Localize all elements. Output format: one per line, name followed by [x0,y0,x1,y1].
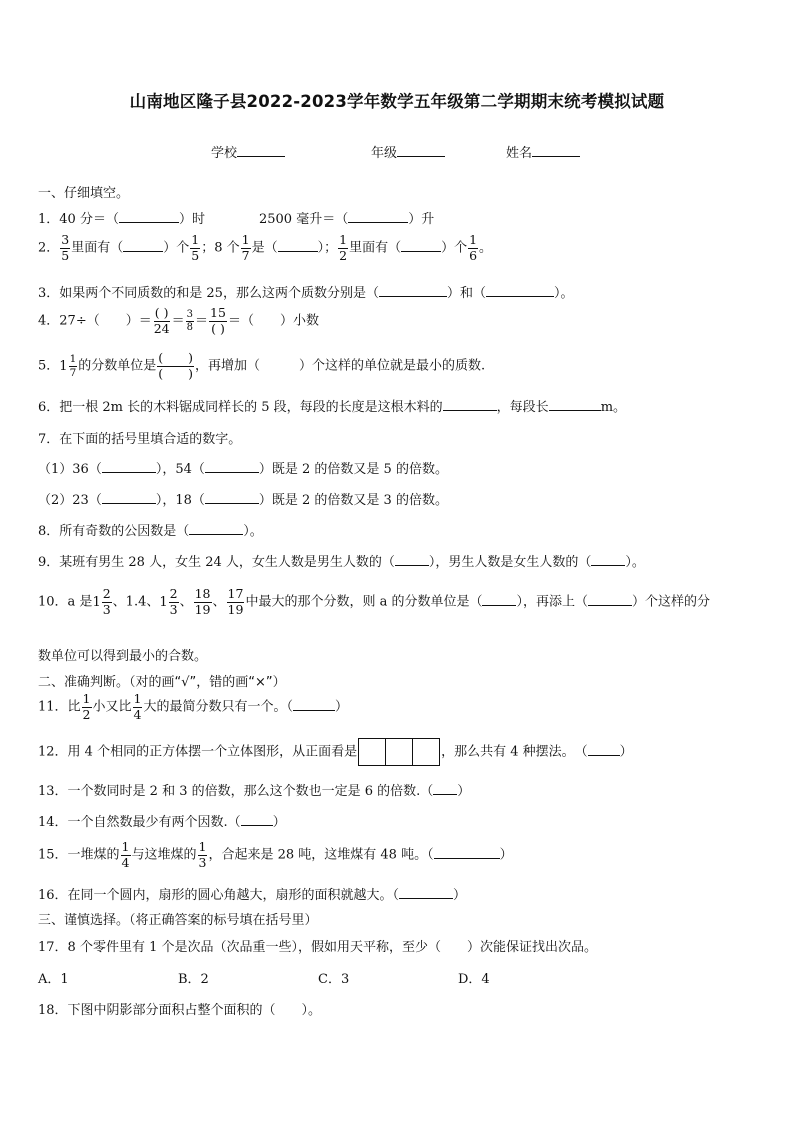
answer-blank[interactable] [102,491,156,504]
grade-blank[interactable] [397,144,445,157]
answer-blank[interactable] [401,239,441,252]
question-12: 12．用 4 个相同的正方体摆一个立体图形，从正面看是 ，那么共有 4 种摆法。 （ ） [38,738,633,766]
answer-blank[interactable] [588,743,620,756]
answer-fraction[interactable]: ( ) ( ) [158,350,194,381]
question-7: 7．在下面的括号里填合适的数字。 [38,432,242,447]
answer-blank[interactable] [293,698,335,711]
fraction: $\frac{1}{3}$ [198,839,207,870]
mixed-number: 1 2 3 [92,586,111,617]
fraction: $\frac{1}{2}$ [339,232,348,263]
answer-blank[interactable] [123,239,163,252]
answer-blank[interactable] [486,284,554,297]
question-18: 18．下图中阴影部分面积占整个面积的（ ）。 [38,1003,322,1018]
fraction: 15 ( ) [210,305,226,336]
question-8: 8．所有奇数的公因数是（ ）。 [38,524,263,539]
section-heading-true-false: 二、准确判断。（对的画“√”，错的画“×”） [38,675,286,690]
fraction: $\frac{1}{2}$ [82,691,91,722]
answer-blank[interactable] [379,284,447,297]
grade-field [371,142,445,161]
question-1: 1．40 分＝（ ）时 2500 毫升＝（ ）升 [38,212,435,227]
fraction: $\frac{1}{6}$ [469,232,478,263]
fraction: $\frac{1}{5}$ [191,232,200,263]
question-13: 13．一个数同时是 2 和 3 的倍数，那么这个数也一定是 6 的倍数.（ ） [38,784,471,799]
fraction: $\frac{1}{4}$ [121,839,130,870]
answer-blank[interactable] [119,210,179,223]
question-16: 16．在同一个圆内，扇形的圆心角越大，扇形的面积就越大。（ ） [38,888,467,903]
option-b[interactable]: B．2 [178,972,209,987]
mixed-number: 1 1 7 [59,353,77,379]
answer-blank[interactable] [278,239,318,252]
question-5: 5． 1 1 7 的分数单位是 ( ) ( ) ，再增加（ ）个这样的单位就是最小的质数. [38,350,486,381]
answer-blank[interactable] [205,491,259,504]
name-blank[interactable] [532,144,580,157]
fraction: $\frac{18}{19}$ [194,586,211,617]
name-field [506,142,580,161]
answer-blank[interactable] [399,886,453,899]
question-17: 17．8 个零件里有 1 个是次品（次品重一些），假如用天平称，至少（ ）次能保证找出次品。 [38,940,597,955]
fraction: $\frac{1}{7}$ [241,232,250,263]
answer-blank[interactable] [443,398,497,411]
fraction: $\frac{3}{5}$ [61,232,70,263]
answer-blank[interactable] [241,813,273,826]
answer-blank[interactable] [102,460,156,473]
page-title: 山南地区隆子县2022-2023学年数学五年级第二学期期末统考模拟试题 [129,92,665,111]
section-heading-fill-in: 一、仔细填空。 [38,186,130,201]
question-17-options [38,968,598,987]
question-6: 6．把一根 2m 长的木料锯成同样长的 5 段，每段的长度是这根木料的 ，每段长 m。 [38,400,627,415]
question-10-continued: 数单位可以得到最小的合数。 [38,649,208,664]
answer-blank[interactable] [549,398,601,411]
fraction: $\frac{1}{4}$ [133,691,142,722]
school-field [211,142,285,161]
question-7-part-1: （1）36（ ），54（ ）既是 2 的倍数又是 5 的倍数。 [38,462,448,477]
answer-blank[interactable] [395,553,429,566]
answer-blank[interactable] [591,553,625,566]
answer-blank[interactable] [434,846,500,859]
fraction: $\frac{3}{8}$ [186,308,194,333]
question-10: 10．a 是 1 2 3 、1.4、 1 2 3 、 $\frac{18}{19}$ 、 $\frac{17}{19}$ 中最大的那个分数，则 a 的分数单位是（ ），再添上（ ）个这样的分 [38,586,710,617]
option-a[interactable]: A．1 [38,972,69,987]
section-heading-multiple-choice: 三、谨慎选择。（将正确答案的标号填在括号里） [38,913,318,928]
question-15: 15．一堆煤的 $\frac{1}{4}$ 与这堆煤的 $\frac{1}{3}$ ，合起来是 28 吨，这堆煤有 48 吨。（ ） [38,839,513,870]
mixed-number: 1 2 3 [159,586,178,617]
question-11: 11．比 $\frac{1}{2}$ 小又比 $\frac{1}{4}$ 大的最简分数只有一个。（ ） [38,691,348,722]
question-7-part-2: （2）23（ ），18（ ）既是 2 的倍数又是 3 的倍数。 [38,493,448,508]
answer-blank[interactable] [348,210,408,223]
answer-blank[interactable] [205,460,259,473]
question-3: 3．如果两个不同质数的和是 25，那么这两个质数分别是（ ）和（ ）。 [38,286,574,301]
answer-blank[interactable] [482,593,516,606]
school-blank[interactable] [237,144,285,157]
question-2: 2． $\frac{3}{5}$ 里面有（ ）个 $\frac{1}{5}$ ；8 个 $\frac{1}{7}$ 是（ ）； $\frac{1}{2}$ 里面有（ ）个 $\frac{1}{6}$ 。 [38,232,493,263]
question-4: 4．27÷（ ）＝ ( ) 24 ＝ $\frac{3}{8}$ ＝ 15 ( ) ＝（ ）小数 [38,305,319,336]
answer-blank[interactable] [588,593,632,606]
question-9: 9．某班有男生 28 人，女生 24 人，女生人数是男生人数的（ ），男生人数是女生人数的（ ）。 [38,555,645,570]
fraction: $\frac{17}{19}$ [227,586,244,617]
front-view-figure [358,738,440,766]
question-14: 14．一个自然数最少有两个因数.（ ） [38,815,286,830]
school-label: 学校 [211,146,238,161]
fraction: ( ) 24 [153,305,170,336]
answer-blank[interactable] [189,522,243,535]
option-d[interactable]: D．4 [458,972,490,987]
option-c[interactable]: C．3 [318,972,350,987]
answer-blank[interactable] [433,782,457,795]
grade-label: 年级 [371,146,398,161]
name-label: 姓名 [506,146,533,161]
